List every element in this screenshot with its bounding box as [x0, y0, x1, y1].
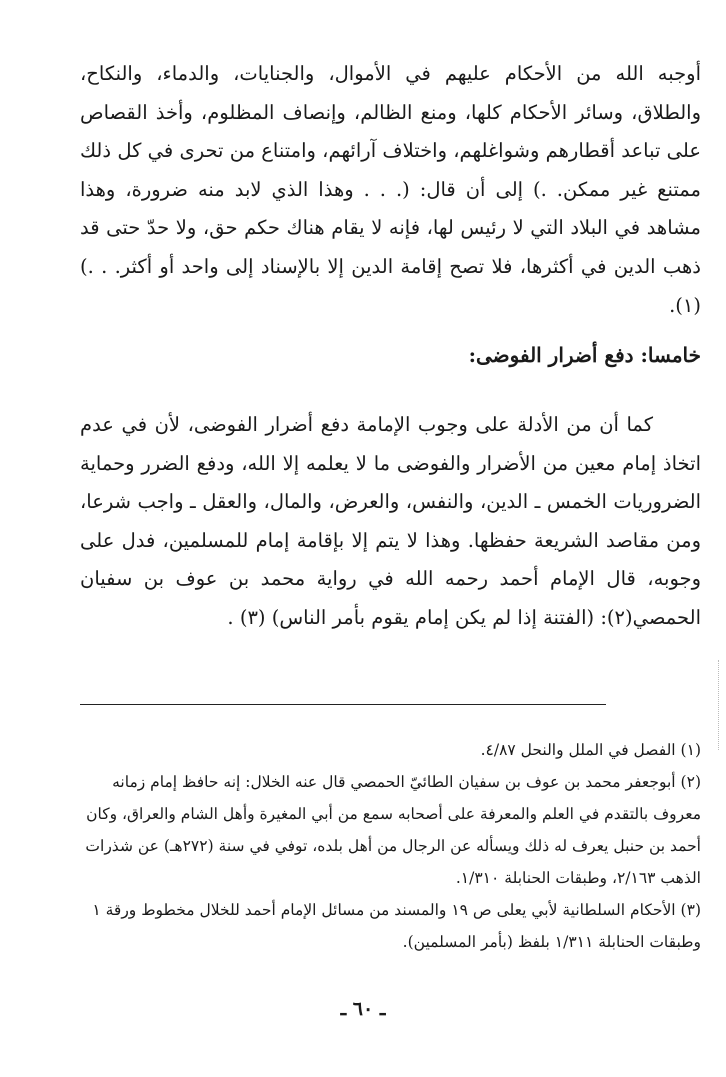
paragraph-2: كما أن من الأدلة على وجوب الإمامة دفع أضرار الفوضى، لأن في عدم اتخاذ إمام معين من الأضرار والفوضى ما لا يعلمه إلا الله، ودفع الضرر وحماية الضروريات الخمس ـ الدين، والنفس، والعرض، والمال، والعقل ـ واجب شرعا، ومن مقاصد الشريعة حفظها. وهذا لا يتم إلا بإقامة إمام للمسلمين، فدل على وجوبه، قال الإمام أحمد رحمه الله في رواية محمد بن عوف بن سفيان الحمصي(٢): (الفتنة إذا لم يكن إمام يقوم بأمر الناس) (٣) .	[80, 413, 701, 629]
scan-edge-mark	[718, 660, 725, 750]
footnote-separator	[80, 704, 606, 705]
footnote-2-number: (٢)	[680, 773, 701, 791]
paragraph-1: أوجبه الله من الأحكام عليهم في الأموال، والجنايات، والدماء، والنكاح، والطلاق، وسائر الأحكام كلها، ومنع الظالم، وإنصاف المظلوم، وأخذ القصاص على تباعد أقطارهم وشواغلهم، واختلاف آرائهم، وامتناع من تحرى في كل ذلك ممتنع غير ممكن. .) إلى أن قال: (. . . وهذا الذي لابد منه ضرورة، وهذا مشاهد في البلاد التي لا رئيس لها، فإنه لا يقام هناك حكم حق، ولا حدّ حتى قد ذهب الدين في أكثرها، فلا تصح إقامة الدين إلا بالإسناد إلى واحد أو أكثر. . .)(١).	[80, 62, 701, 317]
footnote-2-text: أبوجعفر محمد بن عوف بن سفيان الطائيّ الحمصي قال عنه الخلال: إنه حافظ إمام زمانه معروف بالتقدم في العلم والمعرفة على أصحابه سمع من أبي المغيرة وأهل الشام والعراق، وكان أحمد بن حنبل يعرف له ذلك ويسأله عن الرجال من أهل بلده، توفي في سنة (٢٧٢هـ) عن شذرات الذهب ٢/١٦٣، وطبقات الحنابلة ١/٣١٠.	[85, 773, 701, 887]
footnote-1-text: الفصل في الملل والنحل ٤/٨٧.	[480, 741, 676, 759]
footnotes-list	[80, 734, 701, 958]
section-heading: خامسا: دفع أضرار الفوضى:	[468, 343, 701, 367]
footnote-3-number: (٣)	[680, 901, 701, 919]
page-number: ـ ٦٠ ـ	[340, 998, 386, 1020]
footnote-3	[80, 894, 701, 958]
footnote-2	[80, 766, 701, 894]
footnote-3-text: الأحكام السلطانية لأبي يعلى ص ١٩ والمسند من مسائل الإمام أحمد للخلال مخطوط ورقة ١ وطبقات الحنابلة ١/٣١١ بلفظ (بأمر المسلمين).	[92, 901, 701, 951]
footnote-1-number: (١)	[680, 741, 701, 759]
footnote-1	[80, 734, 701, 766]
